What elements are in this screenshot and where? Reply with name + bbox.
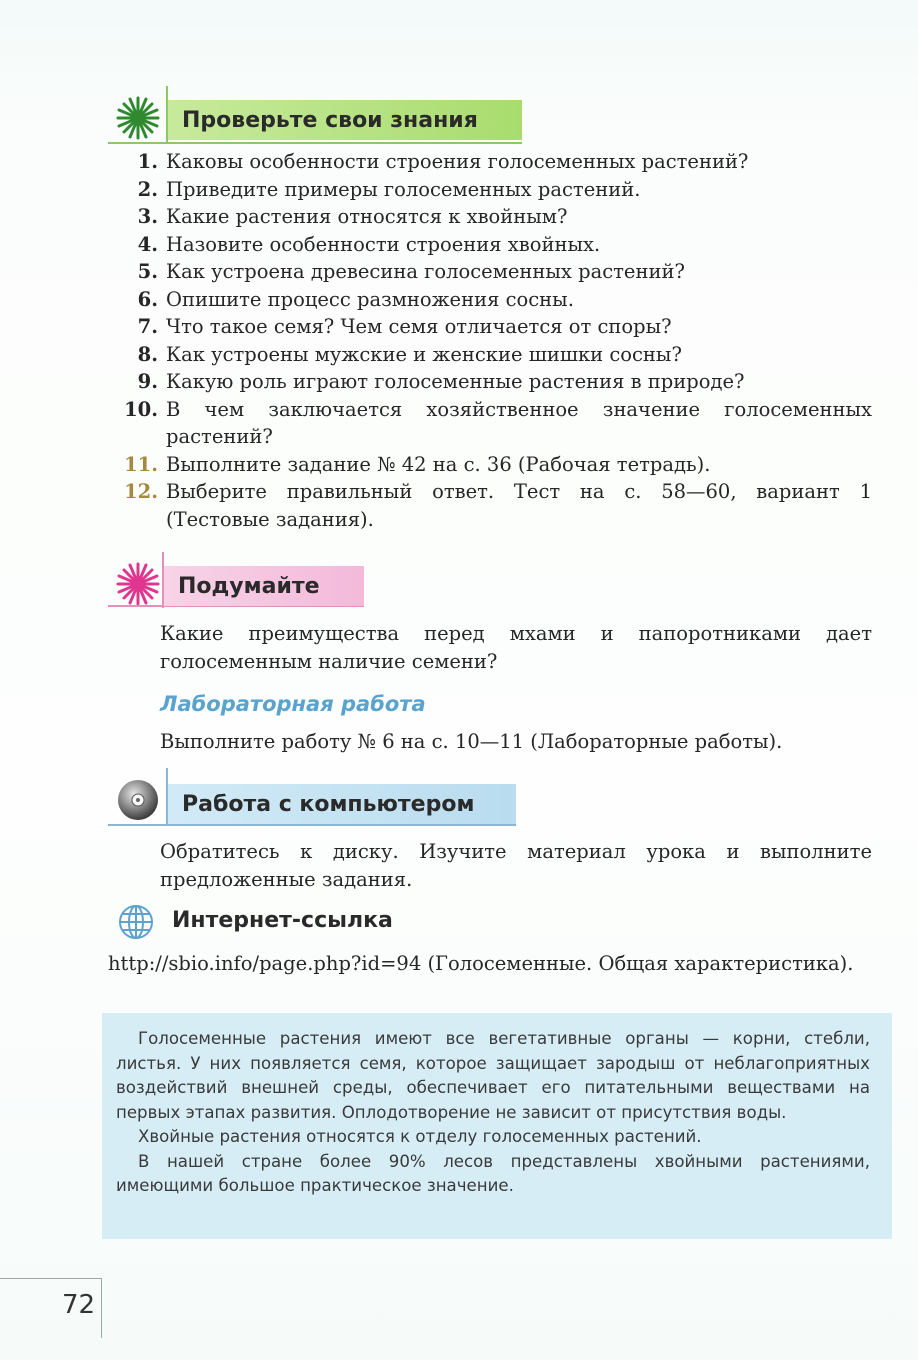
question-text: В чем заключается хозяйственное значение голосеменных растений? [166,397,872,448]
lab-text: Выполните работу № 6 на с. 10—11 (Лабораторные работы). [160,730,783,753]
green-sparkle-icon [114,94,162,142]
question-text: Как устроена древесина голосеменных растений? [166,260,685,283]
question-number: 2. [137,177,158,201]
question-number: 9. [137,370,158,393]
think-text: Какие преимущества перед мхами и папоротниками дает голосеменным наличие семени? [160,622,872,673]
question-item [112,148,872,176]
question-item [112,176,872,204]
question-text: Как устроены мужские и женские шишки сосны? [166,342,682,366]
question-item [112,341,872,369]
computer-section-title: Работа с компьютером [168,784,516,824]
disc-icon [114,776,162,824]
globe-icon [116,902,156,942]
computer-header-hline [108,824,516,826]
question-item [112,231,872,259]
questions-list [112,148,872,533]
question-item [112,478,872,533]
question-text: Каковы особенности строения голосеменных растений? [166,150,749,173]
question-text: Выберите правильный ответ. Тест на с. 58—60, вариант 1 (Тестовые задания). [166,480,872,531]
question-number: 11. [124,452,158,476]
internet-link-text[interactable]: http://sbio.info/page.php?id=94 (Голосеменные. Общая характеристика). [108,952,854,975]
question-number: 12. [124,480,158,503]
lab-title: Лабораторная работа [160,692,426,716]
check-header-hline [108,142,522,144]
summary-box [102,1013,892,1239]
pink-sparkle-icon [114,560,162,608]
question-item [112,258,872,286]
question-item [112,396,872,451]
question-text: Какие растения относятся к хвойным? [166,205,568,228]
summary-paragraph-3: В нашей стране более 90% лесов представлены хвойными растениями, имеющими большое практическое значение. [116,1151,870,1195]
summary-paragraph-2: Хвойные растения относятся к отделу голосеменных растений. [138,1127,702,1146]
question-number: 8. [137,342,158,366]
summary-paragraph-1: Голосеменные растения имеют все вегетативные органы — корни, стебли, листья. У них появляется семя, которое защищает зародыш от неблагоприятных воздействий внешней среды, обеспечивает его питательными веществами на первых этапах развития. Оплодотворение не зависит от присутствия воды. [116,1029,870,1122]
question-number: 6. [137,287,158,311]
question-number: 10. [124,397,158,421]
think-section-title: Подумайте [164,566,364,606]
question-text: Выполните задание № 42 на с. 36 (Рабочая тетрадь). [166,452,711,476]
question-number: 7. [137,315,158,338]
question-number: 3. [137,205,158,228]
computer-text: Обратитесь к диску. Изучите материал урока и выполните предложенные задания. [160,840,872,891]
question-item [112,368,872,396]
check-section-title: Проверьте свои знания [168,100,522,140]
page-number: 72 [62,1290,96,1320]
question-text: Опишите процесс размножения сосны. [166,287,574,311]
question-item [112,313,872,341]
question-item [112,451,872,479]
question-number: 5. [137,260,158,283]
question-number: 4. [137,232,158,256]
internet-title: Интернет-ссылка [172,908,393,933]
question-item [112,286,872,314]
question-number: 1. [137,150,158,173]
question-text: Какую роль играют голосеменные растения в природе? [166,370,745,393]
question-text: Приведите примеры голосеменных растений. [166,177,641,201]
question-text: Что такое семя? Чем семя отличается от споры? [166,315,672,338]
question-text: Назовите особенности строения хвойных. [166,232,601,256]
question-item [112,203,872,231]
